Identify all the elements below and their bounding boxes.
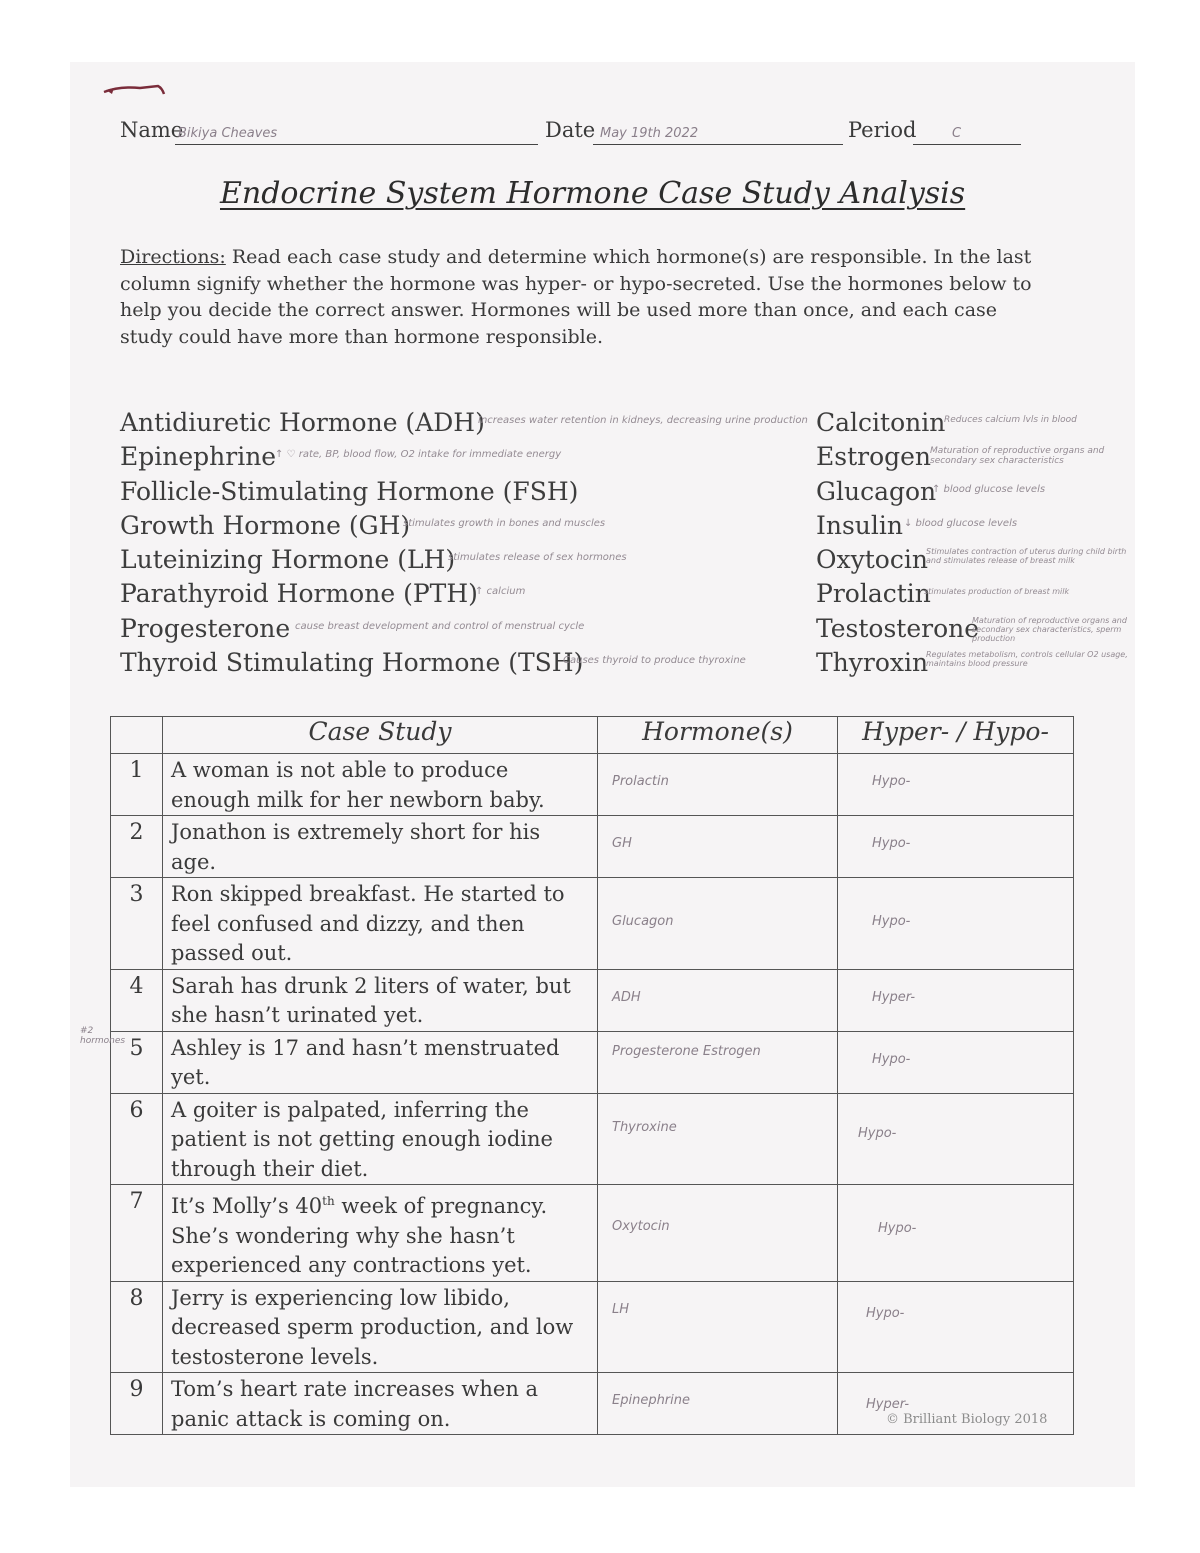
case-text: Ashley is 17 and hasn’t menstruated yet. bbox=[163, 1031, 598, 1093]
hormone-answer[interactable]: Thyroxine bbox=[598, 1093, 838, 1185]
hormone-name: Testosterone bbox=[816, 613, 980, 643]
case-number: 3 bbox=[111, 878, 163, 970]
date-field[interactable] bbox=[593, 144, 843, 145]
case-text: A goiter is palpated, inferring the patient is not getting enough iodine through their diet. bbox=[163, 1093, 598, 1185]
hormone-item bbox=[816, 511, 1146, 545]
page-title: Endocrine System Hormone Case Study Analysis bbox=[220, 176, 966, 211]
hormone-note: Stimulates contraction of uterus during child birth and stimulates release of breast milk bbox=[926, 547, 1127, 566]
hyper-hypo-answer[interactable]: Hyper- bbox=[838, 1373, 1074, 1435]
case-text-part: It’s Molly’s 40 bbox=[171, 1194, 323, 1218]
hyper-hypo-answer[interactable]: Hypo- bbox=[838, 1093, 1074, 1185]
hormone-list-left bbox=[120, 408, 810, 682]
hormone-answer[interactable]: Oxytocin bbox=[598, 1185, 838, 1282]
table-row bbox=[111, 969, 1074, 1031]
hormone-item bbox=[816, 442, 1146, 476]
hormone-item bbox=[816, 579, 1146, 613]
hormone-note: Reduces calcium lvls in blood bbox=[944, 415, 1077, 425]
hormone-answer[interactable]: ADH bbox=[598, 969, 838, 1031]
case-text-part: week of pregnancy. She’s wondering why she hasn’t experienced any contractions yet. bbox=[171, 1194, 548, 1277]
hormone-name: Epinephrine bbox=[120, 442, 277, 472]
case-number: 2 bbox=[111, 816, 163, 878]
hormone-item bbox=[816, 614, 1146, 648]
directions-text: Read each case study and determine which hormone(s) are responsible. In the last column signify whether the hormone was hyper- or hypo-secreted. Use the hormones below to help you decide the correct answer. Hormones will be used more than once, and each case study could have more than hormone responsible. bbox=[120, 246, 1032, 348]
case-number: 1 bbox=[111, 754, 163, 816]
date-label: Date bbox=[545, 118, 596, 142]
hormone-answer[interactable]: Progesterone Estrogen bbox=[598, 1031, 838, 1093]
table-row bbox=[111, 1185, 1074, 1282]
case-text: Jerry is experiencing low libido, decreased sperm production, and low testosterone levels. bbox=[163, 1281, 598, 1373]
hormone-item bbox=[816, 477, 1146, 511]
case-text-superscript: th bbox=[322, 1194, 335, 1208]
table-row bbox=[111, 754, 1074, 816]
header-hyper-hypo: Hyper- / Hypo- bbox=[838, 717, 1074, 754]
hormone-name: Progesterone bbox=[120, 613, 291, 643]
hormone-name: Parathyroid Hormone (PTH) bbox=[120, 579, 478, 609]
hormone-name: Growth Hormone (GH) bbox=[120, 510, 411, 540]
hormone-note: cause breast development and control of menstrual cycle bbox=[295, 620, 585, 632]
hormone-name: Antidiuretic Hormone (ADH) bbox=[120, 408, 485, 437]
hormone-item bbox=[120, 477, 810, 511]
hormone-item bbox=[120, 545, 810, 579]
case-text bbox=[163, 1185, 598, 1282]
name-value: Bikiya Cheaves bbox=[178, 126, 278, 141]
hormone-item bbox=[816, 648, 1146, 682]
hormone-name: Glucagon bbox=[816, 476, 937, 506]
hormone-answer[interactable]: Glucagon bbox=[598, 878, 838, 970]
case-number: 6 bbox=[111, 1093, 163, 1185]
case-number: 5 bbox=[111, 1031, 163, 1093]
hormone-name: Thyroid Stimulating Hormone (TSH) bbox=[120, 648, 584, 678]
hyper-hypo-answer[interactable]: Hypo- bbox=[838, 1031, 1074, 1093]
table-row bbox=[111, 816, 1074, 878]
directions-label: Directions: bbox=[120, 246, 226, 268]
hormone-name: Prolactin bbox=[816, 579, 931, 609]
case-text: Ron skipped breakfast. He started to feel confused and dizzy, and then passed out. bbox=[163, 878, 598, 970]
table-row bbox=[111, 878, 1074, 970]
header-num bbox=[111, 717, 163, 754]
hormone-note: stimulates growth in bones and muscles bbox=[403, 517, 606, 529]
period-field[interactable] bbox=[913, 144, 1021, 145]
hormone-item bbox=[120, 408, 810, 442]
hormone-note: stimulates release of sex hormones bbox=[448, 552, 627, 564]
hormone-note: Increases water retention in kidneys, decreasing urine production bbox=[478, 415, 808, 426]
case-number: 7 bbox=[111, 1185, 163, 1282]
margin-note: #2 hormones bbox=[80, 1026, 126, 1046]
period-value: C bbox=[952, 126, 962, 141]
hormone-note: Maturation of reproductive organs and secondary sex characteristics bbox=[930, 446, 1105, 467]
name-field[interactable] bbox=[175, 144, 538, 145]
case-number: 8 bbox=[111, 1281, 163, 1373]
hormone-note: Regulates metabolism, controls cellular O2 usage, maintains blood pressure bbox=[926, 650, 1128, 669]
hormone-answer[interactable]: GH bbox=[598, 816, 838, 878]
hormone-name: Thyroxin bbox=[816, 648, 929, 678]
hormone-item bbox=[120, 614, 810, 648]
case-text: Tom’s heart rate increases when a panic attack is coming on. bbox=[163, 1373, 598, 1435]
hyper-hypo-answer[interactable]: Hypo- bbox=[838, 754, 1074, 816]
student-info-header bbox=[120, 118, 1025, 148]
case-text: Sarah has drunk 2 liters of water, but she hasn’t urinated yet. bbox=[163, 969, 598, 1031]
hormone-item bbox=[120, 442, 810, 476]
header-case-study: Case Study bbox=[163, 717, 598, 754]
period-label: Period bbox=[848, 118, 917, 142]
case-text: Jonathon is extremely short for his age. bbox=[163, 816, 598, 878]
hyper-hypo-answer[interactable]: Hypo- bbox=[838, 878, 1074, 970]
hormone-item bbox=[816, 545, 1146, 579]
hormone-name: Insulin bbox=[816, 510, 903, 540]
hormone-answer[interactable]: LH bbox=[598, 1281, 838, 1373]
hormone-answer[interactable]: Epinephrine bbox=[598, 1373, 838, 1435]
hormone-name: Calcitonin bbox=[816, 408, 946, 437]
hormone-note: Causes thyroid to produce thyroxine bbox=[563, 655, 746, 667]
case-number: 9 bbox=[111, 1373, 163, 1435]
hormone-name: Estrogen bbox=[816, 442, 932, 472]
hormone-answer[interactable]: Prolactin bbox=[598, 754, 838, 816]
case-number: 4 bbox=[111, 969, 163, 1031]
hormone-item bbox=[816, 408, 1146, 442]
hormone-name: Oxytocin bbox=[816, 545, 928, 575]
hormone-item bbox=[120, 511, 810, 545]
directions bbox=[120, 244, 1055, 350]
pen-mark-icon bbox=[100, 80, 170, 100]
hyper-hypo-answer[interactable]: Hypo- bbox=[838, 1281, 1074, 1373]
hormone-item bbox=[120, 579, 810, 613]
table-header-row bbox=[111, 717, 1074, 754]
case-text: A woman is not able to produce enough milk for her newborn baby. bbox=[163, 754, 598, 816]
date-value: May 19th 2022 bbox=[600, 126, 699, 141]
hormone-name: Follicle-Stimulating Hormone (FSH) bbox=[120, 476, 579, 506]
name-label: Name bbox=[120, 118, 184, 142]
hyper-hypo-answer[interactable]: Hyper- bbox=[838, 969, 1074, 1031]
hormone-name: Luteinizing Hormone (LH) bbox=[120, 545, 456, 575]
table-row bbox=[111, 1281, 1074, 1373]
hormone-note: ↑ ♡ rate, BP, blood flow, O2 intake for immediate energy bbox=[275, 449, 562, 461]
case-study-table bbox=[110, 716, 1074, 1435]
copyright: © Brilliant Biology 2018 bbox=[886, 1412, 1048, 1427]
hormone-note: ↓ blood glucose levels bbox=[904, 517, 1018, 529]
hormone-item bbox=[120, 648, 810, 682]
hormone-note: ↑ blood glucose levels bbox=[932, 483, 1046, 495]
header-hormones: Hormone(s) bbox=[598, 717, 838, 754]
table-row bbox=[111, 1093, 1074, 1185]
hormone-list-right bbox=[816, 408, 1146, 682]
hyper-hypo-answer[interactable]: Hypo- bbox=[838, 1185, 1074, 1282]
hormone-note: ↑ calcium bbox=[475, 586, 526, 598]
table-row bbox=[111, 1031, 1074, 1093]
hyper-hypo-answer[interactable]: Hypo- bbox=[838, 816, 1074, 878]
hormone-note: Maturation of reproductive organs and secondary sex characteristics, sperm production bbox=[972, 615, 1127, 643]
hormone-note: stimulates production of breast milk bbox=[924, 587, 1070, 597]
